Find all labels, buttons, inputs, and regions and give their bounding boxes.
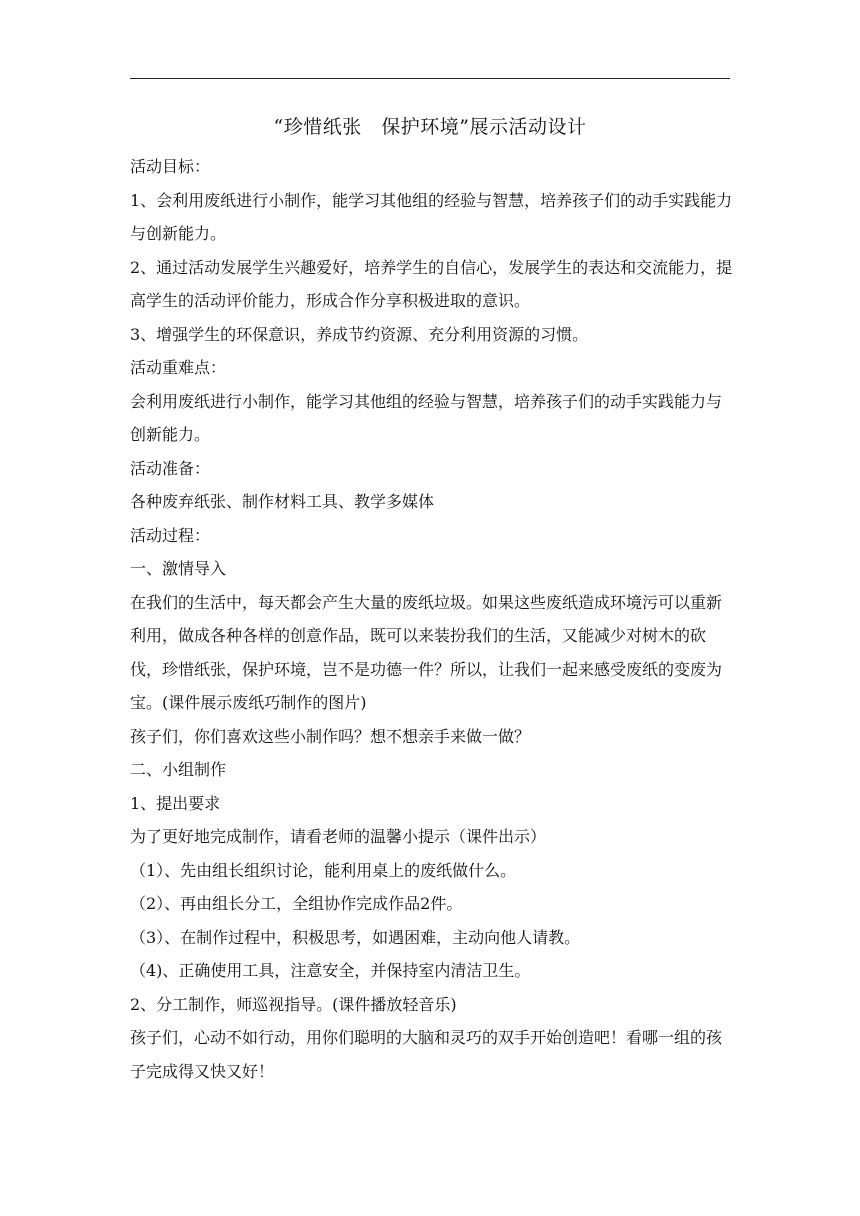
goal-item-2: 2、通过活动发展学生兴趣爱好，培养学生的自信心，发展学生的表达和交流能力，提高学生的活动评价能力，形成合作分享积极进取的意识。 xyxy=(130,257,733,310)
process-step-1-question: 孩子们，你们喜欢这些小制作吗？想不想亲手来做一做？ xyxy=(130,726,531,746)
section-heading-process: 活动过程： xyxy=(130,525,211,545)
document-body xyxy=(130,150,735,1088)
goal-item-1: 1、会利用废纸进行小制作，能学习其他组的经验与智慧，培养孩子们的动手实践能力与创新能力。 xyxy=(130,190,733,243)
key-points-text: 会利用废纸进行小制作，能学习其他组的经验与智慧，培养孩子们的动手实践能力与创新能力。 xyxy=(130,391,723,444)
header-rule xyxy=(130,78,730,79)
section-heading-goals: 活动目标： xyxy=(130,157,211,176)
sub-step-2-heading: 2、分工制作，师巡视指导。(课件播放轻音乐) xyxy=(130,994,457,1014)
process-step-1-heading: 一、激情导入 xyxy=(130,559,227,578)
sub-step-1-text: 为了更好地完成制作，请看老师的温馨小提示（课件出示） xyxy=(130,827,547,846)
sub-step-1-heading: 1、提出要求 xyxy=(130,793,221,813)
tip-item-4: （4)、正确使用工具，注意安全，并保持室内清洁卫生。 xyxy=(130,961,531,980)
document-title: “珍惜纸张 保护环境”展示活动设计 xyxy=(273,116,587,138)
process-step-2-heading: 二、小组制作 xyxy=(130,760,227,779)
section-heading-key-points: 活动重难点： xyxy=(130,358,227,377)
tip-item-3: （3）、在制作过程中，积极思考，如遇困难，主动向他人请教。 xyxy=(130,927,581,947)
section-heading-preparation: 活动准备： xyxy=(130,458,211,478)
sub-step-2-text: 孩子们，心动不如行动，用你们聪明的大脑和灵巧的双手开始创造吧！看哪一组的孩子完成得又快又好！ xyxy=(130,1028,723,1081)
tip-item-1: （1）、先由组长组织讨论，能利用桌上的废纸做什么。 xyxy=(130,860,517,880)
preparation-text: 各种废弃纸张、制作材料工具、教学多媒体 xyxy=(130,492,435,511)
process-step-1-text: 在我们的生活中，每天都会产生大量的废纸垃圾。如果这些废纸造成环境污可以重新利用，做成各种各样的创意作品，既可以来装扮我们的生活，又能减少对树木的砍伐，珍惜纸张，保护环境，岂不是功德一件？所以，让我们一起来感受废纸的变废为宝。(课件展示废纸巧制作的图片) xyxy=(130,592,723,712)
goal-item-3: 3、增强学生的环保意识，养成节约资源、充分利用资源的习惯。 xyxy=(130,324,589,344)
tip-item-2: （2）、再由组长分工，全组协作完成作品2件。 xyxy=(130,894,463,913)
